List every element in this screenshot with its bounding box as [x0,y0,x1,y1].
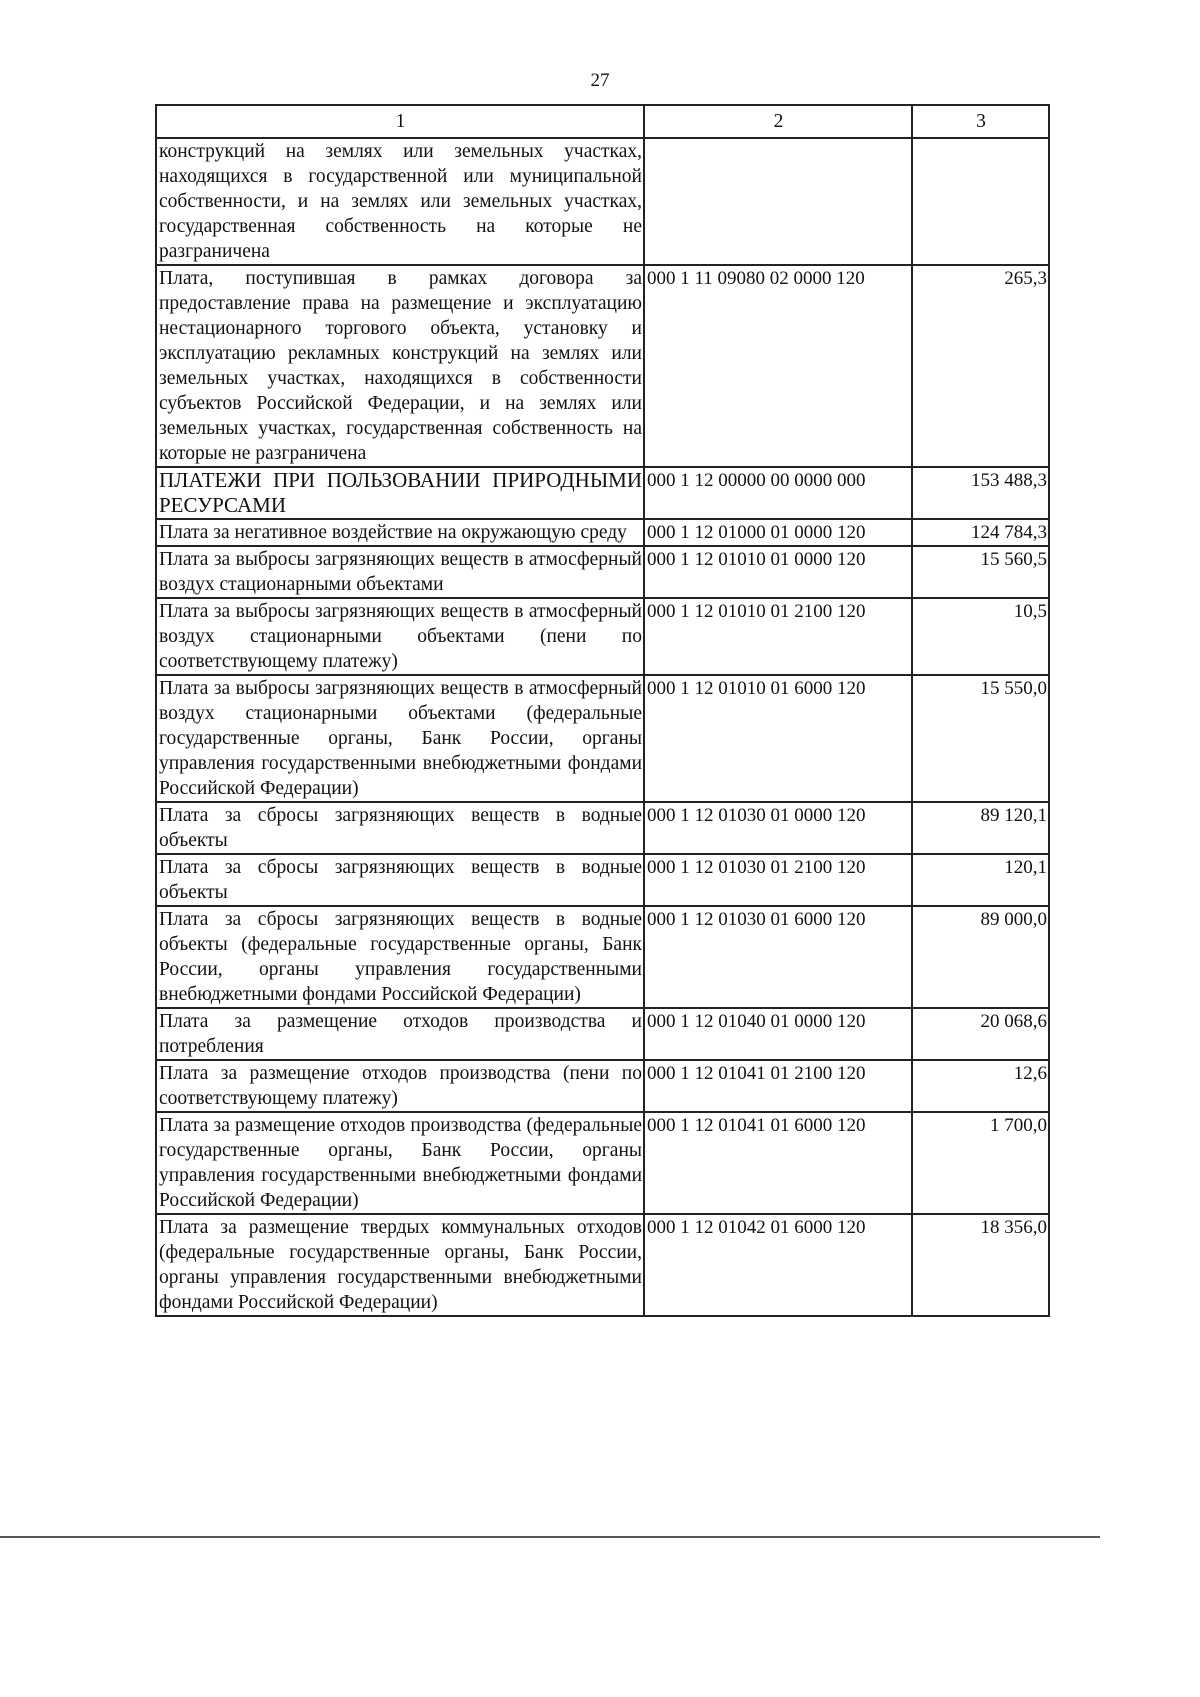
table-row [156,1060,1049,1112]
table-row [156,1112,1049,1214]
row-name: Плата за выбросы загрязняющих веществ в атмосферный воздух стационарными объектами (пени по соответствующему платежу) [156,598,644,675]
row-name: Плата, поступившая в рамках договора за предоставление права на размещение и эксплуатацию нестационарного торгового объекта, установку и эксплуатацию рекламных конструкций на землях или земельных участках, находящихся в собственности субъектов Российской Федерации, и на землях или земельных участках, государственная собственность на которые не разграничена [156,265,644,467]
row-name: Плата за сбросы загрязняющих веществ в водные объекты [156,802,644,854]
row-code: 000 1 12 01010 01 6000 120 [644,675,912,802]
row-code: 000 1 12 01010 01 0000 120 [644,546,912,598]
row-code: 000 1 12 01042 01 6000 120 [644,1214,912,1316]
column-header-2: 2 [644,105,912,138]
column-header-1: 1 [156,105,644,138]
budget-revenue-table [155,104,1050,1317]
table-row [156,265,1049,467]
row-amount: 12,6 [912,1060,1049,1112]
row-name: конструкций на землях или земельных участках, находящихся в государственной или муниципальной собственности, и на землях или земельных участках, государственная собственность на которые не разграничена [156,138,644,265]
row-code [644,138,912,265]
row-name: ПЛАТЕЖИ ПРИ ПОЛЬЗОВАНИИ ПРИРОДНЫМИ РЕСУРСАМИ [156,467,644,519]
table-row [156,1008,1049,1060]
row-code: 000 1 12 01030 01 2100 120 [644,854,912,906]
row-name: Плата за сбросы загрязняющих веществ в водные объекты (федеральные государственные органы, Банк России, органы управления государственными внебюджетными фондами Российской Федерации) [156,906,644,1008]
row-code: 000 1 12 01010 01 2100 120 [644,598,912,675]
row-amount: 89 000,0 [912,906,1049,1008]
row-amount: 1 700,0 [912,1112,1049,1214]
table-row [156,906,1049,1008]
row-amount: 15 550,0 [912,675,1049,802]
table-body [156,138,1049,1316]
row-name: Плата за сбросы загрязняющих веществ в водные объекты [156,854,644,906]
table-row [156,1214,1049,1316]
row-amount: 89 120,1 [912,802,1049,854]
row-amount: 124 784,3 [912,519,1049,546]
row-name: Плата за выбросы загрязняющих веществ в атмосферный воздух стационарными объектами (федеральные государственные органы, Банк России, органы управления государственными внебюджетными фондами Российской Федерации) [156,675,644,802]
row-amount: 18 356,0 [912,1214,1049,1316]
row-code: 000 1 12 01000 01 0000 120 [644,519,912,546]
table-row [156,546,1049,598]
table-row [156,519,1049,546]
table-row [156,675,1049,802]
row-name: Плата за размещение отходов производства (федеральные государственные органы, Банк России, органы управления государственными внебюджетными фондами Российской Федерации) [156,1112,644,1214]
row-code: 000 1 12 01041 01 2100 120 [644,1060,912,1112]
row-code: 000 1 12 01041 01 6000 120 [644,1112,912,1214]
row-code: 000 1 12 01030 01 0000 120 [644,802,912,854]
row-code: 000 1 11 09080 02 0000 120 [644,265,912,467]
table-row-section [156,467,1049,519]
row-amount [912,138,1049,265]
table-row [156,138,1049,265]
row-name: Плата за размещение отходов производства (пени по соответствующему платежу) [156,1060,644,1112]
row-code: 000 1 12 00000 00 0000 000 [644,467,912,519]
row-name: Плата за размещение твердых коммунальных отходов (федеральные государственные органы, Банк России, органы управления государственными внебюджетными фондами Российской Федерации) [156,1214,644,1316]
row-name: Плата за негативное воздействие на окружающую среду [156,519,644,546]
column-header-3: 3 [912,105,1049,138]
table-row [156,854,1049,906]
row-amount: 153 488,3 [912,467,1049,519]
row-name: Плата за размещение отходов производства и потребления [156,1008,644,1060]
row-code: 000 1 12 01040 01 0000 120 [644,1008,912,1060]
row-code: 000 1 12 01030 01 6000 120 [644,906,912,1008]
row-amount: 120,1 [912,854,1049,906]
table-row [156,802,1049,854]
row-amount: 265,3 [912,265,1049,467]
scan-edge-line [0,1536,1100,1538]
table-row [156,598,1049,675]
row-amount: 15 560,5 [912,546,1049,598]
table-header-row [156,105,1049,138]
row-name: Плата за выбросы загрязняющих веществ в атмосферный воздух стационарными объектами [156,546,644,598]
row-amount: 20 068,6 [912,1008,1049,1060]
page-number: 27 [590,70,610,91]
row-amount: 10,5 [912,598,1049,675]
